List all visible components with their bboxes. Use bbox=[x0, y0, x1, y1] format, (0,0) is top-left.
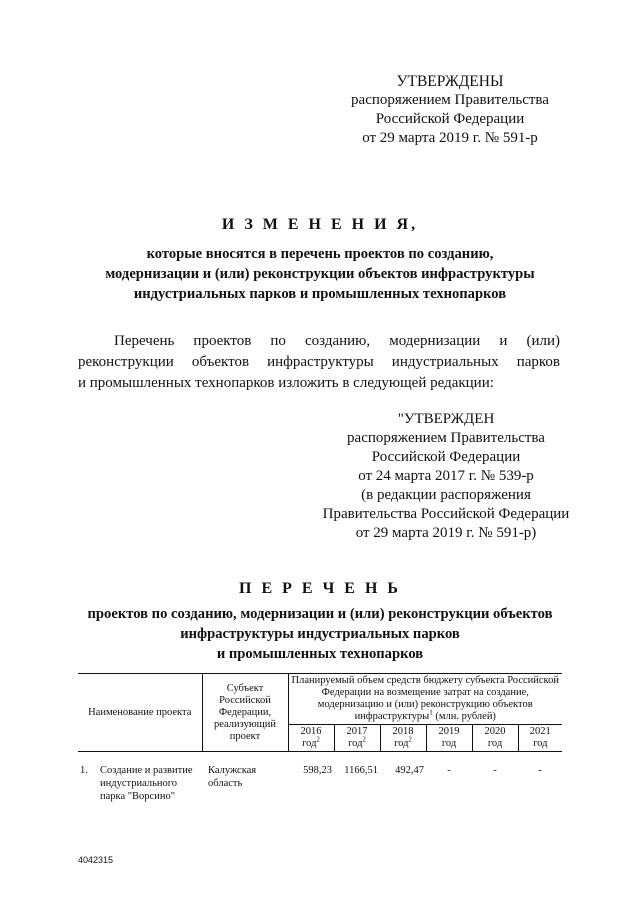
footnote-mark: 1 bbox=[429, 708, 433, 717]
approval-quote-block bbox=[296, 410, 596, 543]
list-subtitle bbox=[40, 604, 600, 664]
footnote-mark: 2 bbox=[408, 735, 412, 744]
value-cell: - bbox=[538, 764, 542, 776]
value-cell: - bbox=[447, 764, 451, 776]
changes-subtitle-line: модернизации и (или) реконструкции объектов инфраструктуры bbox=[105, 266, 535, 282]
column-header-budget-text: Планируемый объем средств бюджету субъекта Российской Федерации на возмещение затрат на создание, модернизацию и (или) реконструкцию объектов инфраструктуры bbox=[291, 675, 559, 722]
project-name: Создание и развитие индустриального парка "Ворсино" bbox=[100, 764, 193, 802]
footnote-mark: 2 bbox=[362, 735, 366, 744]
column-header-name: Наименование проекта bbox=[78, 674, 202, 752]
column-header-year bbox=[288, 725, 334, 752]
approval-block bbox=[300, 72, 600, 148]
year-word: год bbox=[348, 738, 363, 749]
subject-cell: Калужская область bbox=[208, 764, 257, 789]
column-header-year bbox=[334, 725, 380, 752]
approval-quote-line: от 24 марта 2017 г. № 539-р bbox=[358, 468, 534, 484]
list-subtitle-line: проектов по созданию, модернизации и (или) реконструкции объектов bbox=[87, 606, 553, 622]
list-subtitle-line: инфраструктуры индустриальных парков bbox=[180, 626, 460, 642]
approval-quote-line: от 29 марта 2019 г. № 591-р) bbox=[355, 525, 537, 541]
value-cell: 492,47 bbox=[395, 764, 424, 776]
column-header-year bbox=[426, 725, 472, 752]
year-label: 2016 bbox=[300, 726, 322, 737]
year-label: 2021 bbox=[529, 726, 551, 737]
paragraph-line: и промышленных технопарков изложить в следующей редакции: bbox=[78, 375, 494, 391]
project-cell bbox=[78, 762, 202, 805]
approval-line: от 29 марта 2019 г. № 591-р bbox=[362, 130, 538, 146]
approval-line: распоряжением Правительства bbox=[351, 92, 549, 108]
approval-quote-line: Правительства Российской Федерации bbox=[322, 506, 570, 522]
list-title: П Е Р Е Ч Е Н Ь bbox=[239, 580, 401, 597]
column-header-budget-unit: (млн. рублей) bbox=[432, 711, 496, 722]
document-code: 4042315 bbox=[78, 855, 114, 865]
list-subtitle-line: и промышленных технопарков bbox=[216, 646, 424, 662]
year-word: год bbox=[302, 738, 317, 749]
approval-quote-line: (в редакции распоряжения bbox=[361, 487, 531, 503]
approval-quote-line: распоряжением Правительства bbox=[347, 430, 545, 446]
changes-subtitle bbox=[60, 244, 580, 304]
value-cell: - bbox=[493, 764, 497, 776]
year-word: год bbox=[441, 738, 457, 749]
column-header-budget bbox=[288, 674, 562, 725]
year-label: 2018 bbox=[392, 726, 414, 737]
column-header-year bbox=[472, 725, 518, 752]
changes-title: И З М Е Н Е Н И Я, bbox=[221, 216, 419, 233]
approval-line: Российской Федерации bbox=[375, 111, 525, 127]
column-header-year bbox=[518, 725, 562, 752]
year-label: 2020 bbox=[484, 726, 506, 737]
changes-subtitle-line: индустриальных парков и промышленных технопарков bbox=[133, 286, 507, 302]
approval-quote-line: Российской Федерации bbox=[371, 449, 521, 465]
year-word: год bbox=[487, 738, 503, 749]
year-label: 2017 bbox=[346, 726, 368, 737]
changes-subtitle-line: которые вносятся в перечень проектов по созданию, bbox=[146, 246, 494, 262]
footnote-mark: 2 bbox=[316, 735, 320, 744]
year-word: год bbox=[394, 738, 409, 749]
body-paragraph bbox=[78, 331, 560, 394]
column-header-subject: Субъект Российской Федерации, реализующий проект bbox=[202, 674, 288, 752]
projects-table bbox=[78, 673, 562, 805]
approval-quote-heading: "УТВЕРЖДЕН bbox=[397, 411, 495, 427]
value-cell: 1166,51 bbox=[344, 764, 378, 776]
year-word: год bbox=[533, 738, 548, 749]
value-cell: 598,23 bbox=[303, 764, 332, 776]
table-row bbox=[78, 762, 562, 805]
paragraph-line: реконструкции объектов инфраструктуры индустриальных парков bbox=[78, 354, 560, 370]
column-header-year bbox=[380, 725, 426, 752]
approval-heading: УТВЕРЖДЕНЫ bbox=[396, 73, 504, 90]
row-number: 1. bbox=[80, 764, 88, 776]
year-label: 2019 bbox=[438, 726, 460, 737]
paragraph-line: Перечень проектов по созданию, модернизации и (или) bbox=[114, 333, 560, 349]
